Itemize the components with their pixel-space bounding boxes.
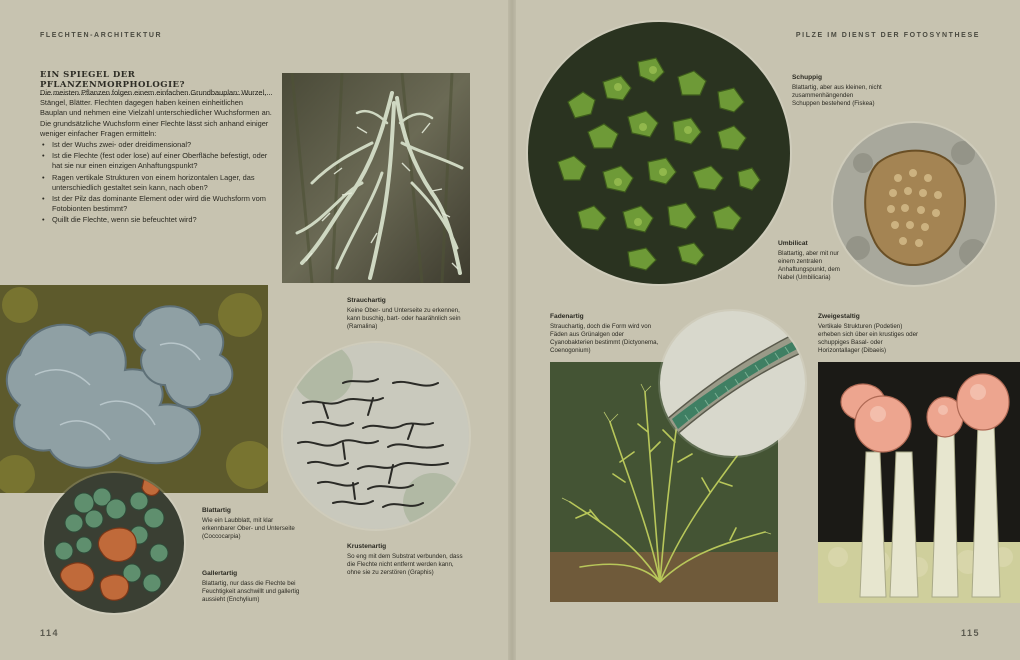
caption-krustenartig [347,543,467,577]
caption-text: Blattartig, aber aus kleinen, nicht zusammenhängenden Schuppen bestehend (Fiskea) [792,84,882,107]
caption-title: Schuppig [792,74,823,81]
question-item: • Ist der Wuchs zwei- oder dreidimensional? [40,140,272,150]
book-gutter [508,0,516,660]
caption-text: Strauchartig, doch die Form wird von Fäden aus Grünalgen oder Cyanobakterien bestimmt (Dictyonema, Coenogonium) [550,323,659,354]
question-list [40,140,272,226]
caption-text: Blattartig, nur dass die Flechte bei Feuchtigkeit anschwillt und gallertig aussieht (Enchylium) [202,580,300,603]
caption-text: Vertikale Strukturen (Podetien) erheben sich über ein krustiges oder schuppiges Basal- oder Horizontallager (Dibaeis) [818,323,919,354]
caption-schuppig [792,74,882,108]
caption-title: Fadenartig [550,313,584,320]
question-item: • Quillt die Flechte, wenn sie befeuchtet wird? [40,215,272,225]
caption-title: Blattartig [202,507,231,514]
caption-text: So eng mit dem Substrat verbunden, dass die Flechte nicht entfernt werden kann, ohne sie zu zerstören (Graphis) [347,553,463,576]
caption-umbilicat [778,240,856,282]
photo-zweigestaltig [818,362,1020,603]
caption-text: Wie ein Laubblatt, mit klar erkennbarer Ober- und Unterseite (Coccocarpia) [202,517,295,540]
caption-title: Zweigestaltig [818,313,860,320]
caption-blattartig [202,507,302,541]
section-heading: EIN SPIEGEL DER PFLANZENMORPHOLOGIE? [40,70,272,95]
caption-title: Umbilicat [778,240,808,247]
photo-schuppig [528,22,790,284]
photo-strauchartig [282,73,470,283]
intro-paragraph-2: Die grundsätzliche Wuchsform einer Flechte lässt sich anhand einiger weniger einfacher Fragen ermitteln: [40,118,269,138]
caption-strauchartig [347,297,472,331]
intro-paragraph-1: Die meisten Pflanzen folgen einem einfachen Grundbauplan: Wurzel, Stängel, Blätter. Flechten dagegen haben keinen einheitlichen Bauplan und nehmen eine Vielzahl unterschiedlicher Wuchsformen an. [40,88,272,118]
caption-text: Keine Ober- und Unterseite zu erkennen, kann buschig, bart- oder haarähnlich sein (Ramalina) [347,307,461,330]
caption-title: Krustenartig [347,543,387,550]
photo-gallertartig [44,473,184,613]
question-item: • Ist der Pilz das dominante Element oder wird die Wuchsform vom Fotobionten bestimmt? [40,194,272,214]
photo-krustenartig [283,343,469,529]
photo-fadenartig-micrograph [660,311,805,456]
caption-title: Gallertartig [202,570,238,577]
caption-title: Strauchartig [347,297,386,304]
caption-fadenartig [550,313,660,355]
caption-text: Blattartig, aber mit nur einem zentralen Anhaftungspunkt, dem Nabel (Umbilicaria) [778,250,840,281]
question-item: • Ist die Flechte (fest oder lose) auf einer Oberfläche befestigt, oder hat sie nur einen einzigen Anhaftungspunkt? [40,151,272,171]
caption-zweigestaltig [818,313,923,355]
photo-umbilicat [833,123,995,285]
intro-text [40,88,272,226]
running-header-right: PILZE IM DIENST DER FOTOSYNTHESE [795,32,980,39]
question-item: • Ragen vertikale Strukturen von einem horizontalen Lager, das unterschiedlich gestaltet sein kann, nach oben? [40,173,272,193]
running-header-left: FLECHTEN-ARCHITEKTUR [40,32,163,39]
page-number-right: 115 [960,628,980,638]
page-number-left: 114 [40,628,60,638]
photo-blattartig [0,285,268,493]
caption-gallertartig [202,570,302,604]
